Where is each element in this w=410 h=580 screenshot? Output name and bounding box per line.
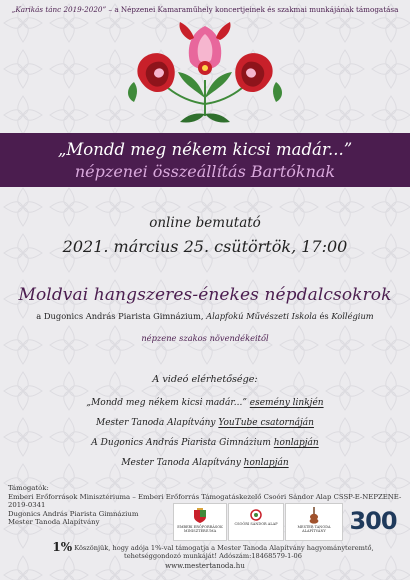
event-subtitle: népzenei összeállítás Bartóknak <box>74 162 336 181</box>
event-title: „Mondd meg nékem kicsi madár...” <box>57 140 353 159</box>
sponsor-line: Emberi Erőforrások Minisztériuma – Emberi Erőforrás Támogatáskezelő Csoóri Sándor Alap CSSP-E-NEPZENE-2019-0341 <box>8 492 402 510</box>
access-link-youtube: Mester Tanoda Alapítvány YouTube csatornáján <box>96 418 314 428</box>
pupils-line: népzene szakos növendékeitől <box>141 333 269 343</box>
access-link-event: „Mondd meg nékem kicsi madár...” esemény linkjén <box>86 398 324 408</box>
folk-flower-icon <box>126 18 284 126</box>
school-line: a Dugonics András Piarista Gimnázium, Alapfokú Művészeti Iskola és Kollégium <box>36 311 374 321</box>
event-type: online bemutató <box>149 215 261 231</box>
program-heading: Moldvai hangszeres-énekes népdalcsokrok <box>18 285 392 305</box>
access-link-foundation: Mester Tanoda Alapítvány honlapján <box>121 458 289 468</box>
tax-donation-note: 1% Köszönjük, hogy adója 1%-val támogatja a Mester Tanoda Alapítvány hagyományteremtő, tehetséggondozó munkáját! Adószám:18468579-1-06 <box>52 540 374 561</box>
violin-icon <box>308 506 320 524</box>
school-website-link[interactable]: honlapján <box>273 438 319 448</box>
coat-of-arms-icon <box>193 508 207 524</box>
event-link[interactable]: esemény linkjén <box>249 398 324 408</box>
sponsor-logos <box>173 503 404 541</box>
csoori-emblem-icon <box>250 509 262 521</box>
anniversary-300-logo: 300 <box>349 507 397 535</box>
sponsor-line: Mester Tanoda Alapítvány <box>8 518 100 527</box>
access-link-school: A Dugonics András Piarista Gimnázium honlapján <box>91 438 319 448</box>
access-heading: A videó elérhetősége: <box>152 374 258 385</box>
event-date: 2021. március 25. csütörtök, 17:00 <box>62 237 348 256</box>
project-name: „Karikás tánc 2019-2020” <box>11 5 107 14</box>
one-percent-mark: 1% <box>52 540 73 554</box>
csoori-fund-logo: CSOÓRI SÁNDOR ALAP <box>228 503 284 541</box>
foundation-website-link[interactable]: honlapján <box>243 458 289 468</box>
website-link[interactable]: www.mestertanoda.hu <box>165 562 245 570</box>
youtube-link[interactable]: YouTube csatornáján <box>218 418 314 428</box>
project-note <box>0 5 410 14</box>
mester-tanoda-logo: MESTER TANODA ALAPÍTVÁNY <box>285 503 343 541</box>
project-description: – a Népzenei Kamaraműhely koncertjeinek és szakmai munkájának támogatása <box>106 5 399 14</box>
sponsors-label: Támogatók: <box>8 484 49 492</box>
ministry-logo: EMBERI ERŐFORRÁSOK MINISZTÉRIUMA <box>173 503 227 541</box>
sponsor-line: Dugonics András Piarista Gimnázium <box>8 509 139 518</box>
